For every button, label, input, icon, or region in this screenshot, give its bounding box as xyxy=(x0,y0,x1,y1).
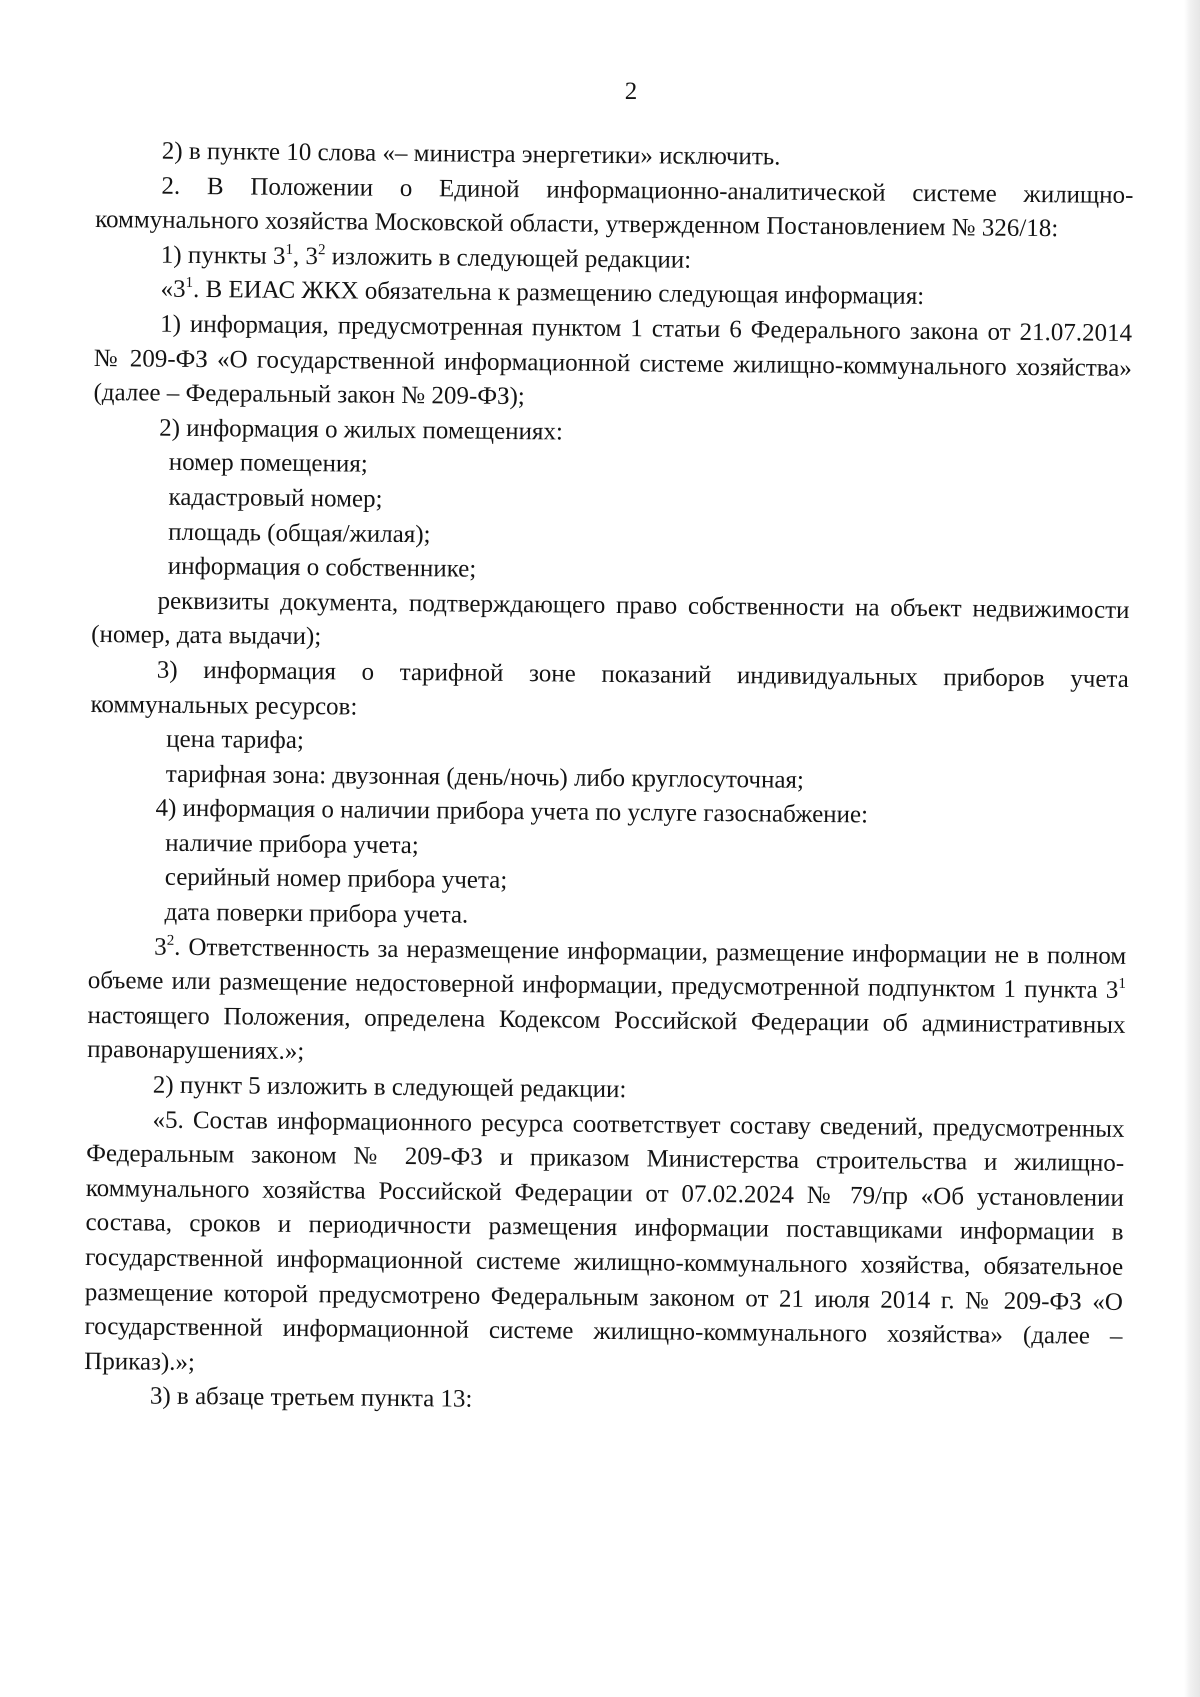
page-number: 2 xyxy=(624,78,638,105)
list-item-meter-verification-date: дата поверки прибора учета. xyxy=(164,898,469,929)
paragraph-amend-point-5: 2) пункт 5 изложить в следующей редакции: xyxy=(152,1071,627,1104)
scan-edge-shadow xyxy=(1184,0,1200,1697)
paragraph-point-5-text: «5. Состав информационного ресурса соответствует составу сведений, предусмотренных Федеральным законом № 209-ФЗ и приказом Министерства строительства и жилищно-коммунального хозяйства Российской Федерации от 07.02.2024 № 79/пр «Об установлении состава, сроков и периодичности размещения информации поставщиками информации в государственной информационной системе жилищно-коммунального хозяйства, обязательное размещение которой предусмотрено Федеральным законом от 21 июля 2014 г. № 209-ФЗ «О государственной информационной системе жилищно-коммунального хозяйства» (далее – Приказ).»; xyxy=(84,1106,1125,1376)
list-item-meter-presence: наличие прибора учета; xyxy=(165,829,419,860)
paragraph-amend-point-13: 3) в абзаце третьем пункта 13: xyxy=(149,1382,473,1414)
list-item-tariff-price: цена тарифа; xyxy=(166,725,304,755)
list-item-area: площадь (общая/жилая); xyxy=(168,518,431,548)
paragraph-ownership-document: реквизиты документа, подтверждающего право собственности на объект недвижимости (номер, дата выдачи); xyxy=(91,587,1130,651)
document-body xyxy=(84,134,1134,1424)
paragraph-points-3-1-3-2: 1) пункты $3^1$, $3^2$ изложить в следующей редакции: xyxy=(160,241,692,274)
list-item-tariff-zone-type: тарифная зона: двузонная (день/ночь) либо круглосуточная; xyxy=(165,760,805,794)
paragraph-amend-point-10: 2) в пункте 10 слова «– министра энергетики» исключить. xyxy=(161,137,781,171)
list-item-room-number: номер помещения; xyxy=(168,449,368,478)
paragraph-point-3-1: «$3^1$. В ЕИАС ЖКХ обязательна к размещению следующая информация: xyxy=(160,275,925,311)
paragraph-item-4-gas-meter: 4) информация о наличии прибора учета по услуге газоснабжение: xyxy=(155,794,869,829)
paragraph-point-3-2-liability: $3^2$. Ответственность за неразмещение информации, размещение информации не в полном объеме или размещение недостоверной информации, предусмотренной подпунктом 1 пункта $3^1$ настоящего Положения, определена Кодексом Российской Федерации об административных правонарушениях.»; xyxy=(87,932,1127,1066)
paragraph-item-3-tariff-zone: 3) информация о тарифной зоне показаний индивидуальных приборов учета коммунальных ресурсов: xyxy=(90,656,1129,721)
paragraph-item-1-info: 1) информация, предусмотренная пунктом 1 статьи 6 Федерального закона от 21.07.2014 № 209-ФЗ «О государственной информационной системе жилищно-коммунального хозяйства» (далее – Федеральный закон № 209-ФЗ); xyxy=(93,310,1133,411)
paragraph-item-2-residential: 2) информация о жилых помещениях: xyxy=(159,414,563,446)
paragraph-regulation-eias: 2. В Положении о Единой информационно-аналитической системе жилищно-коммунального хозяйства Московской области, утвержденном Постановлением № 326/18: xyxy=(95,172,1134,243)
list-item-cadastral-number: кадастровый номер; xyxy=(168,483,383,513)
list-item-owner-info: информация о собственнике; xyxy=(167,552,477,583)
list-item-meter-serial: серийный номер прибора учета; xyxy=(164,864,508,895)
